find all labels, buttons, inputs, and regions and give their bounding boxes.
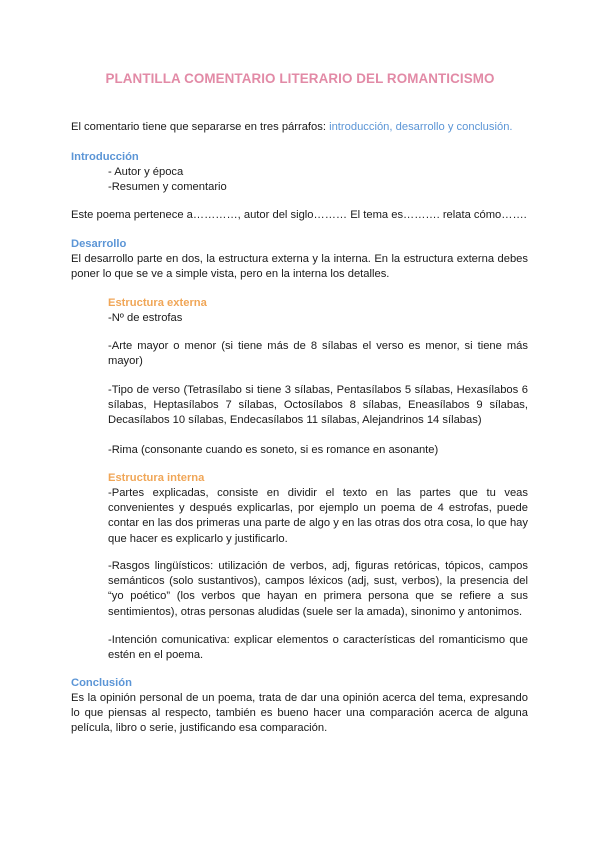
introduccion-item-autor: - Autor y época <box>108 166 184 178</box>
externa-item-arte: -Arte mayor o menor (si tiene más de 8 sílabas el verso es menor, si tiene más mayor) <box>108 340 528 368</box>
introduccion-item-resumen: -Resumen y comentario <box>108 181 227 193</box>
interna-item-intencion: -Intención comunicativa: explicar elementos o características del romanticismo que estén en el poema. <box>108 634 528 662</box>
introduccion-heading: Introducción <box>71 151 139 163</box>
estructura-externa-heading: Estructura externa <box>108 297 207 309</box>
externa-item-rima: -Rima (consonante cuando es soneto, si es romance en asonante) <box>108 444 439 456</box>
conclusion-heading: Conclusión <box>71 677 132 689</box>
document-title: PLANTILLA COMENTARIO LITERARIO DEL ROMANTICISMO <box>105 71 495 86</box>
desarrollo-text: El desarrollo parte en dos, la estructura externa y la interna. En la estructura externa debes poner lo que se ve a simple vista, pero en la interna los detalles. <box>71 253 528 281</box>
estructura-interna-heading: Estructura interna <box>108 472 205 484</box>
externa-item-estrofas: -Nº de estrofas <box>108 312 183 324</box>
intro-line-highlight: introducción, desarrollo y conclusión. <box>329 121 513 133</box>
interna-item-partes: -Partes explicadas, consiste en dividir el texto en las partes que tu veas convenientes y después explicarlas, por ejemplo un poema de 4 estrofas, puede contar en las dos primeras una parte de algo y en las otras dos otra cosa, lo que hay que hacer es explicarlo y justificarlo. <box>108 487 528 545</box>
introduccion-sample: Este poema pertenece a…………, autor del siglo……… El tema es………. relata cómo……. <box>71 209 527 221</box>
externa-item-tipo-verso: -Tipo de verso (Tetrasílabo si tiene 3 sílabas, Pentasílabos 5 sílabas, Hexasílabos 6 sílabas, Heptasílabos 7 sílabas, Octosílabos 8 sílabas, Eneasílabos 9 sílabas, Decasílabos 10 sílabas, Endecasílabos 11 sílabas, Alejandrinos 14 sílabas) <box>108 384 528 427</box>
interna-item-rasgos: -Rasgos lingüísticos: utilización de verbos, adj, figuras retóricas, tópicos, campos semánticos (solo sustantivos), campos léxicos (adj, sust, verbos), la presencia del “yo poético” (los verbos que hayan en primera persona que se refiere a sus sentimientos), otras personas aludidas (suele ser la amada), sinonimo y antonimos. <box>108 560 528 618</box>
desarrollo-heading: Desarrollo <box>71 238 127 250</box>
conclusion-text: Es la opinión personal de un poema, trata de dar una opinión acerca del tema, expresando lo que piensas al respecto, también es bueno hacer una comparación acerca de alguna película, libro o serie, justificando esa comparación. <box>71 692 528 735</box>
intro-line <box>71 120 528 135</box>
intro-line-prefix: El comentario tiene que separarse en tres párrafos: <box>71 121 330 133</box>
